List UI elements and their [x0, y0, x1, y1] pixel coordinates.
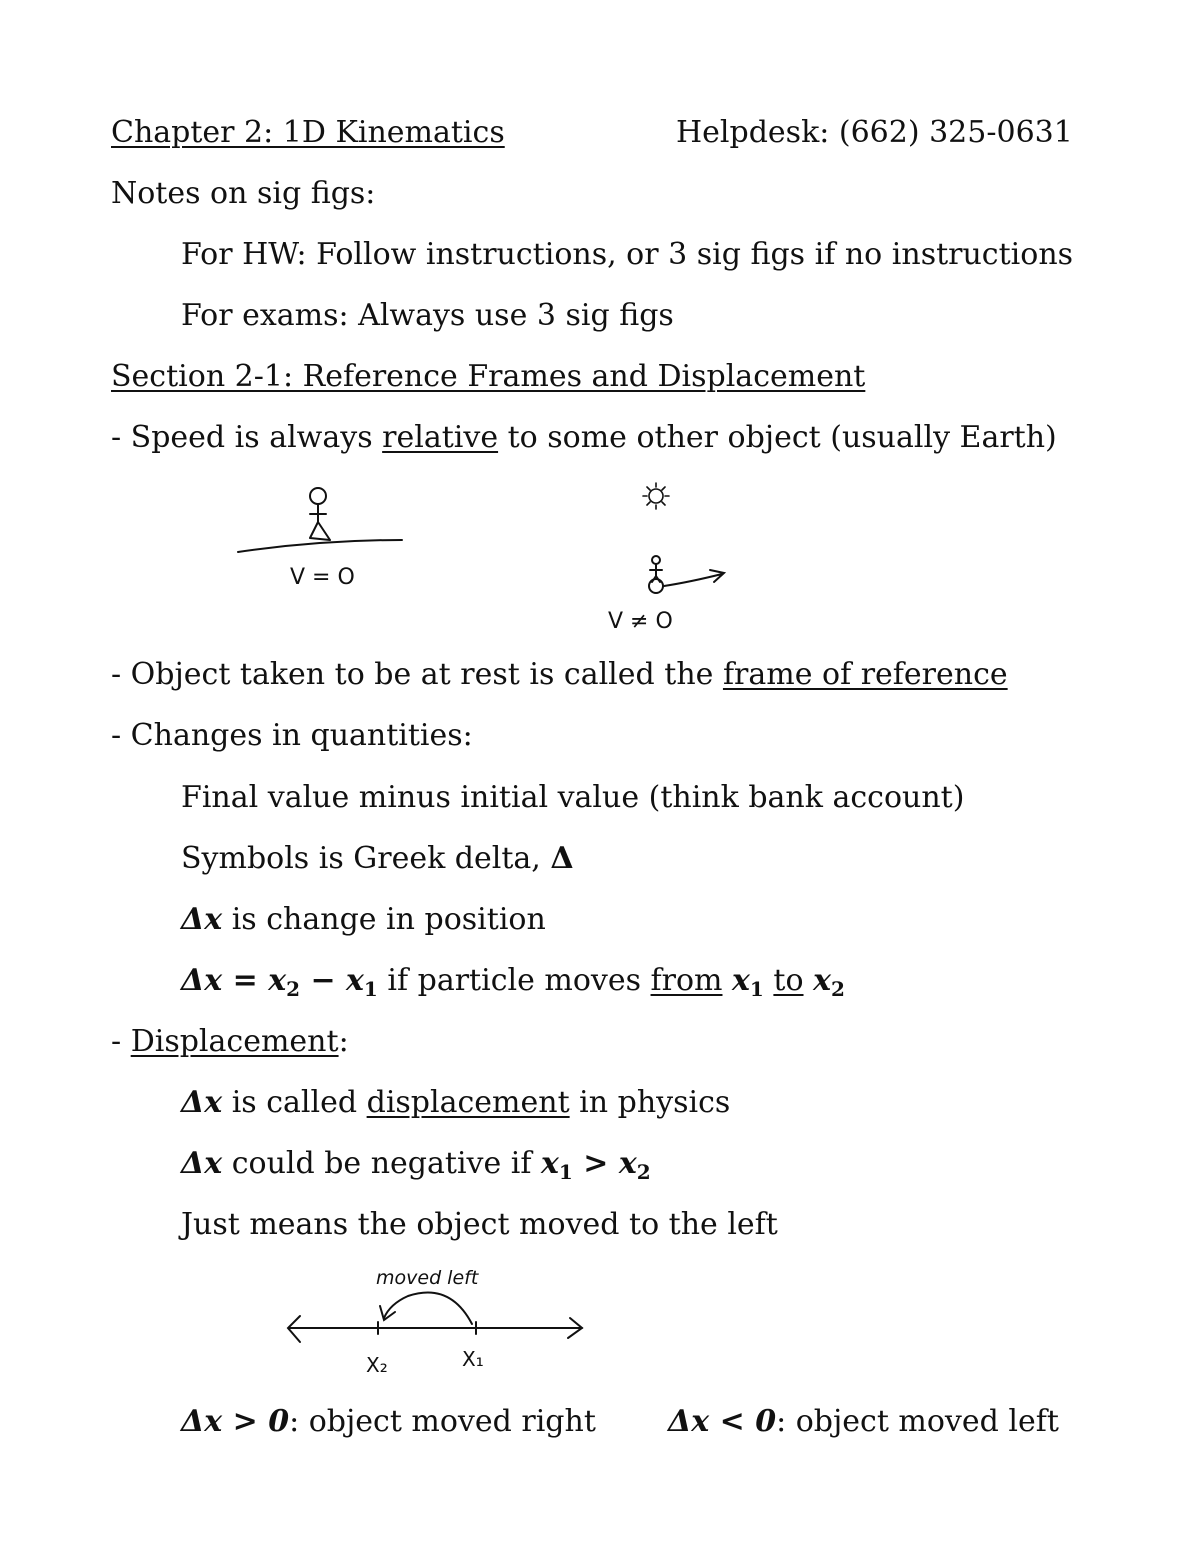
eq-text: if particle moves	[377, 963, 651, 998]
displacement-heading-line	[111, 1024, 349, 1060]
displacement-called-line	[181, 1085, 730, 1121]
delta-x-equation-line: $\Delta x = x_2 - x_1$ if particle moves from $x_1$ to $x_2$	[181, 963, 845, 1001]
displacement-heading: Displacement	[130, 1024, 339, 1059]
speed-relative: relative	[382, 420, 499, 455]
eq-mid: − x	[300, 963, 364, 998]
moved-right-summary	[181, 1404, 596, 1440]
displacement-arc	[384, 1293, 472, 1325]
speed-pre: - Speed is always	[111, 420, 383, 455]
delta-x-text: is change in position	[222, 902, 546, 937]
frame-of-reference-term: frame of reference	[722, 657, 1008, 692]
neg-summary-text: : object moved left	[776, 1404, 1059, 1439]
ground-line	[238, 540, 402, 552]
number-line-sketch	[280, 1262, 600, 1382]
eq-sub-1: 1	[363, 977, 378, 1001]
chapter-title: Chapter 2: 1D Kinematics	[111, 115, 505, 150]
neg-math: Δx < 0	[668, 1404, 777, 1439]
called-pre: is called	[222, 1085, 367, 1120]
speed-relative-line	[111, 420, 1057, 456]
eq-lhs: Δx = x	[181, 963, 287, 998]
delta-x-math: Δx	[181, 902, 223, 937]
stick-figure-standing-sketch	[230, 480, 410, 600]
sketch-label-v-not-zero: V ≠ O	[608, 609, 673, 634]
displacement-negative-line: Δx could be negative if $x_1 > x_2$	[181, 1146, 651, 1184]
sun-icon	[643, 483, 669, 509]
delta-x-position-line	[181, 902, 546, 938]
symbols-pre: Symbols is Greek delta,	[181, 841, 551, 876]
final-minus-initial: Final value minus initial value (think bank account)	[181, 780, 965, 815]
frame-pre: - Object taken to be at rest is called the	[111, 657, 723, 692]
pos-text: : object moved right	[289, 1404, 596, 1439]
x2-label: X₂	[366, 1353, 388, 1377]
stick-body	[310, 504, 330, 540]
sigfigs-heading: Notes on sig figs:	[111, 176, 376, 211]
neg-text: could be negative if	[222, 1146, 542, 1181]
eq-sub-2: 2	[286, 977, 300, 1001]
neg-sub-2: 2	[636, 1160, 651, 1184]
changes-heading: - Changes in quantities:	[111, 718, 473, 753]
called-post: in physics	[569, 1085, 731, 1120]
eq-to: to	[773, 963, 804, 998]
neg-sub-1: 1	[558, 1160, 573, 1184]
section-title: Section 2-1: Reference Frames and Displacement	[111, 359, 866, 394]
neg-delta-x: Δx	[181, 1146, 223, 1181]
moving-figure-icon	[649, 556, 724, 593]
moved-left-annotation: moved left	[376, 1267, 479, 1289]
disp-dash: -	[111, 1024, 131, 1059]
sun-moving-figure-sketch	[600, 478, 760, 638]
moved-left-summary	[668, 1404, 1059, 1440]
pos-math: Δx > 0	[181, 1404, 290, 1439]
x1-label: X₁	[462, 1347, 484, 1371]
disp-colon: :	[338, 1024, 349, 1059]
displacement-term: displacement	[366, 1085, 570, 1120]
helpdesk-phone: Helpdesk: (662) 325-0631	[676, 115, 1073, 150]
eq-to-sub: 2	[830, 977, 845, 1001]
delta-symbol: Δ	[550, 841, 574, 876]
moved-left-line: Just means the object moved to the left	[181, 1207, 778, 1242]
called-delta-x: Δx	[181, 1085, 223, 1120]
stick-head	[310, 488, 326, 504]
sketch-label-v-zero: V = O	[290, 565, 355, 590]
sigfigs-hw: For HW: Follow instructions, or 3 sig figs if no instructions	[181, 237, 1074, 272]
sigfigs-exams: For exams: Always use 3 sig figs	[181, 298, 674, 333]
speed-post: to some other object (usually Earth)	[498, 420, 1057, 455]
greek-delta-line	[181, 841, 574, 877]
eq-from-sub: 1	[749, 977, 764, 1001]
eq-from: from	[650, 963, 723, 998]
neg-gt: >	[572, 1146, 619, 1181]
frame-of-reference-line	[111, 657, 1008, 693]
